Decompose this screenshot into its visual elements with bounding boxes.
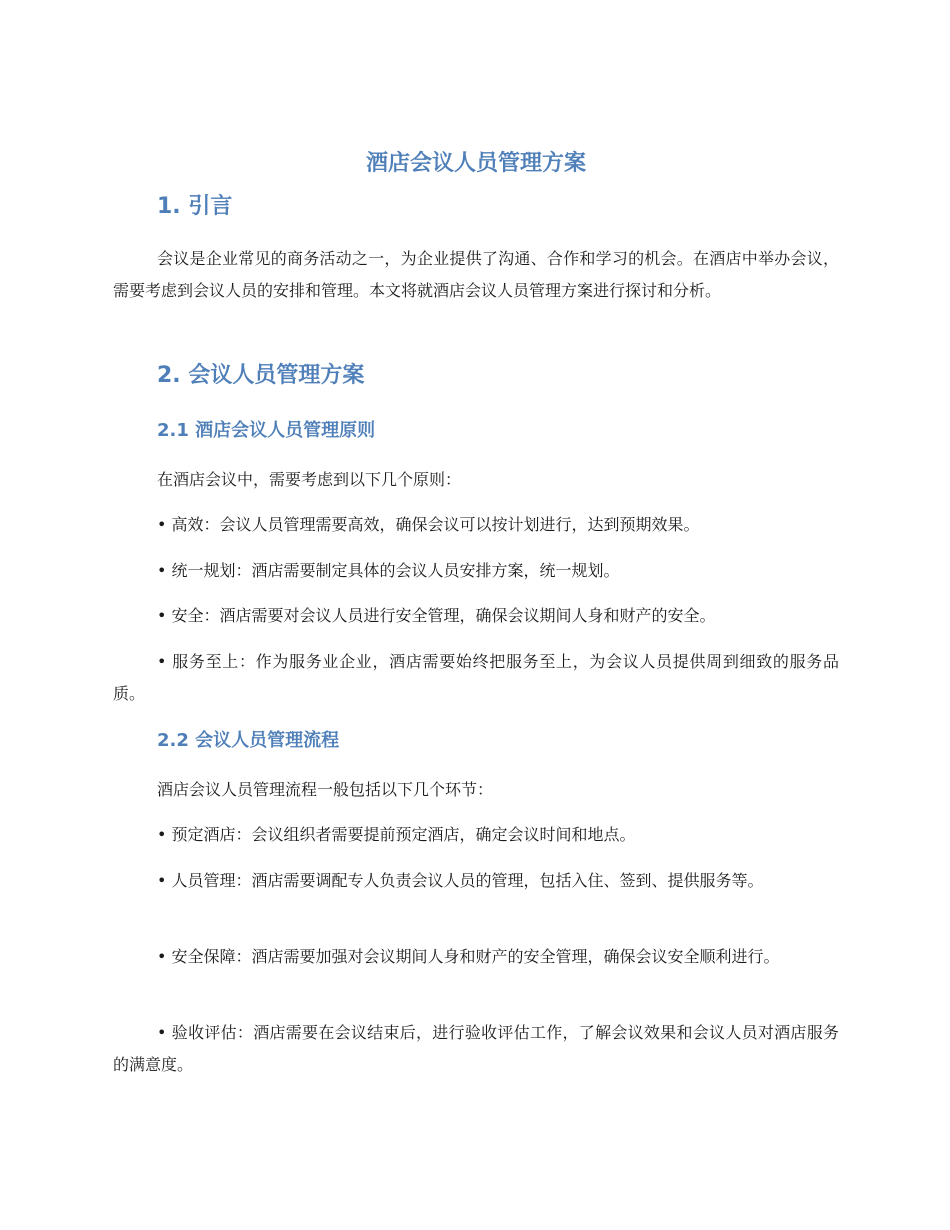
process-intro: 酒店会议人员管理流程一般包括以下几个环节： <box>157 780 494 799</box>
process-item: • 安全保障：酒店需要加强对会议期间人身和财产的安全管理，确保会议安全顺利进行。 <box>157 947 780 966</box>
introduction-paragraph: 会议是企业常见的商务活动之一，为企业提供了沟通、合作和学习的机会。在酒店中举办会议，需要考虑到会议人员的安排和管理。本文将就酒店会议人员管理方案进行探讨和分析。 <box>113 249 839 300</box>
process-item: • 人员管理：酒店需要调配专人负责会议人员的管理，包括入住、签到、提供服务等。 <box>157 871 764 890</box>
subsection-heading-process: 2.2 会议人员管理流程 <box>157 730 340 751</box>
principle-item: • 安全：酒店需要对会议人员进行安全管理，确保会议期间人身和财产的安全。 <box>157 606 716 625</box>
principle-item: • 统一规划：酒店需要制定具体的会议人员安排方案，统一规划。 <box>157 561 620 580</box>
process-item: • 验收评估：酒店需要在会议结束后，进行验收评估工作，了解会议效果和会议人员对酒店服务的满意度。 <box>113 1023 839 1074</box>
principle-item: • 高效：会议人员管理需要高效，确保会议可以按计划进行，达到预期效果。 <box>157 515 700 534</box>
principles-intro: 在酒店会议中，需要考虑到以下几个原则： <box>157 470 462 489</box>
section-heading-introduction: 1. 引言 <box>157 194 233 219</box>
principle-item: • 服务至上：作为服务业企业，酒店需要始终把服务至上，为会议人员提供周到细致的服务品质。 <box>113 652 839 703</box>
process-item: • 预定酒店：会议组织者需要提前预定酒店，确定会议时间和地点。 <box>157 825 636 844</box>
section-heading-management-plan: 2. 会议人员管理方案 <box>157 363 365 388</box>
subsection-heading-principles: 2.1 酒店会议人员管理原则 <box>157 420 376 441</box>
document-title: 酒店会议人员管理方案 <box>365 151 586 176</box>
